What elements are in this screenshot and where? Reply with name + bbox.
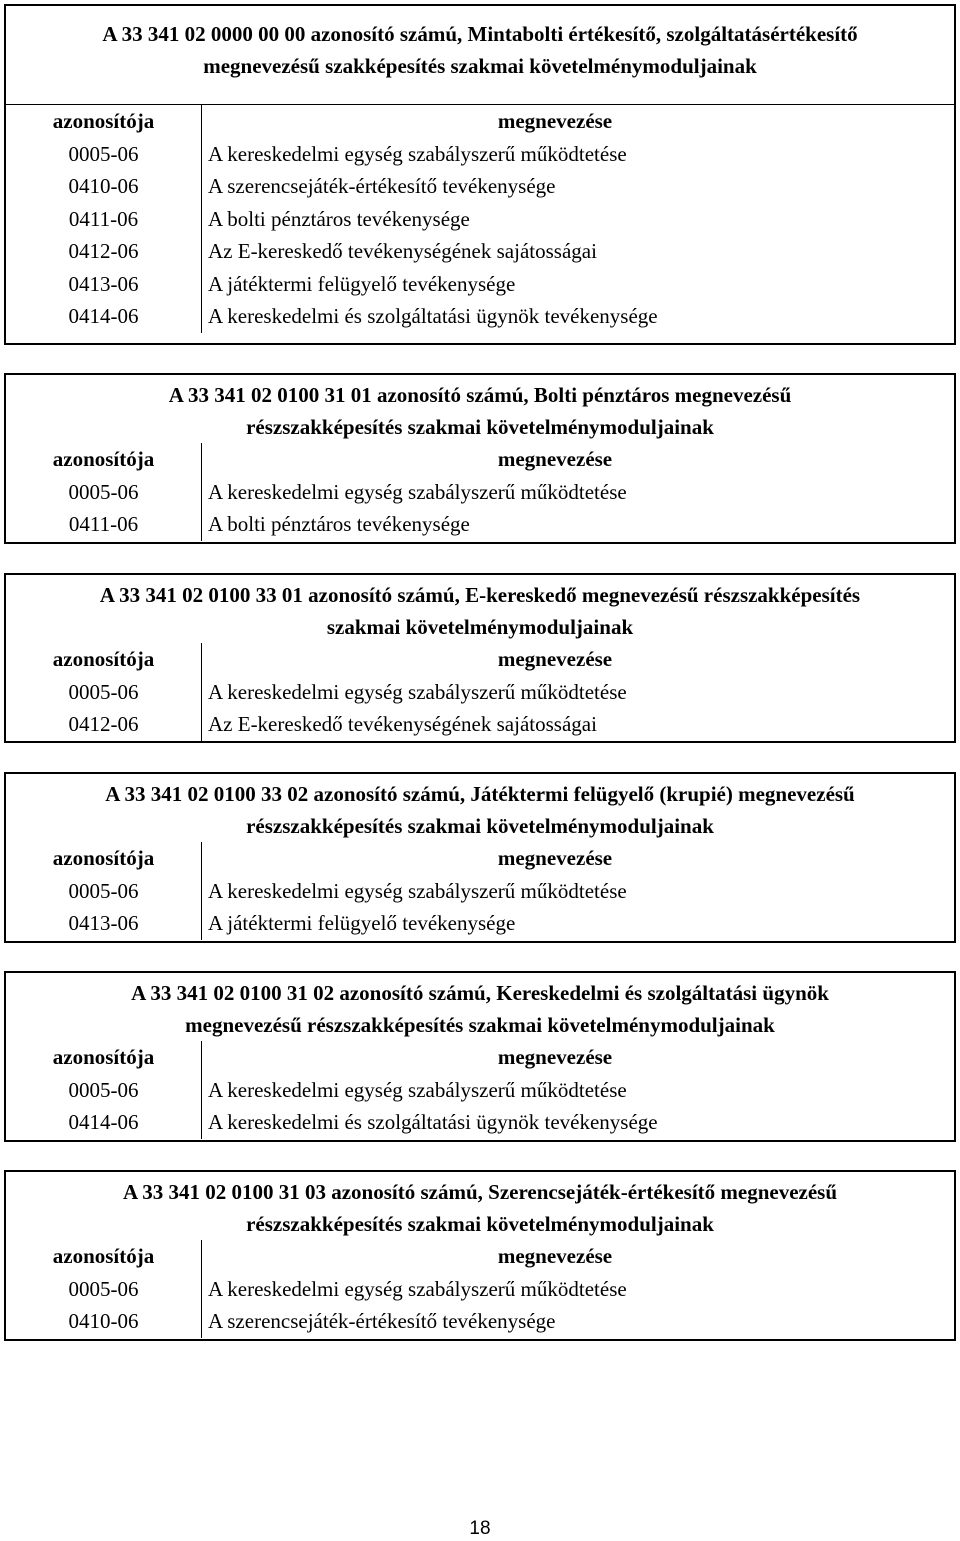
module-id: 0005-06 xyxy=(6,138,202,171)
module-name: A kereskedelmi egység szabályszerű működtetése xyxy=(208,1077,627,1102)
column-header-id: azonosítója xyxy=(6,443,202,476)
table-title xyxy=(6,375,954,443)
table-title-line: részszakképesítés szakmai követelménymoduljainak xyxy=(246,415,714,439)
column-header-name: megnevezése xyxy=(497,846,613,870)
table-row xyxy=(6,1106,954,1139)
table-row xyxy=(6,1074,954,1107)
module-name: A kereskedelmi egység szabályszerű működtetése xyxy=(208,679,627,704)
module-table xyxy=(4,4,956,345)
module-id: 0410-06 xyxy=(6,1305,202,1338)
module-name: A játéktermi felügyelő tevékenysége xyxy=(208,911,516,935)
module-name: A kereskedelmi egység szabályszerű működtetése xyxy=(208,1276,627,1301)
table-header-row xyxy=(6,842,954,875)
module-name: A kereskedelmi egység szabályszerű működtetése xyxy=(208,878,627,903)
table-row xyxy=(6,676,954,709)
table-title xyxy=(6,774,954,842)
module-id: 0413-06 xyxy=(6,907,202,940)
table-title-line: A 33 341 02 0100 33 01 azonosító számú, E-kereskedő megnevezésű részszakképesítés xyxy=(99,583,861,607)
column-header-name: megnevezése xyxy=(497,1045,613,1069)
table-title-line: A 33 341 02 0100 31 02 azonosító számú, Kereskedelmi és szolgáltatási ügynök xyxy=(131,981,829,1005)
table-title-line: részszakképesítés szakmai követelménymoduljainak xyxy=(246,814,714,838)
module-table xyxy=(4,1170,956,1341)
module-id: 0411-06 xyxy=(6,203,202,236)
column-header-id: azonosítója xyxy=(6,842,202,875)
table-title xyxy=(6,1172,954,1240)
module-id: 0410-06 xyxy=(6,170,202,203)
module-table xyxy=(4,573,956,743)
column-header-id: azonosítója xyxy=(6,1041,202,1074)
table-row xyxy=(6,138,954,171)
table-title-line: A 33 341 02 0100 31 01 azonosító számú, Bolti pénztáros megnevezésű xyxy=(168,383,792,407)
module-id: 0005-06 xyxy=(6,676,202,709)
module-table xyxy=(4,971,956,1142)
table-row xyxy=(6,170,954,203)
table-title-line: szakmai követelménymoduljainak xyxy=(326,615,634,639)
module-id: 0005-06 xyxy=(6,476,202,509)
table-row xyxy=(6,476,954,509)
table-row xyxy=(6,203,954,236)
table-header-row xyxy=(6,1240,954,1273)
table-header-row xyxy=(6,443,954,476)
table-row xyxy=(6,1305,954,1338)
module-name: A kereskedelmi egység szabályszerű működtetése xyxy=(208,479,627,504)
table-header-row xyxy=(6,643,954,676)
module-id: 0414-06 xyxy=(6,1106,202,1139)
module-name: A szerencsejáték-értékesítő tevékenysége xyxy=(208,1309,556,1333)
module-id: 0413-06 xyxy=(6,268,202,301)
table-title-line: megnevezésű részszakképesítés szakmai követelménymoduljainak xyxy=(185,1013,775,1037)
table-title-line: megnevezésű szakképesítés szakmai követelménymoduljainak xyxy=(203,54,757,78)
module-table xyxy=(4,373,956,544)
module-id: 0414-06 xyxy=(6,300,202,333)
table-row xyxy=(6,235,954,268)
table-header-row xyxy=(6,105,954,138)
module-id: 0412-06 xyxy=(6,235,202,268)
table-title xyxy=(6,575,954,643)
module-name: A bolti pénztáros tevékenysége xyxy=(208,206,470,231)
module-id: 0411-06 xyxy=(6,508,202,541)
module-name: A bolti pénztáros tevékenysége xyxy=(208,512,470,536)
module-name: A kereskedelmi és szolgáltatási ügynök tevékenysége xyxy=(208,304,658,328)
column-header-name: megnevezése xyxy=(497,1244,613,1268)
module-name: A szerencsejáték-értékesítő tevékenysége xyxy=(208,174,556,198)
table-row xyxy=(6,875,954,908)
table-row xyxy=(6,268,954,301)
column-header-name: megnevezése xyxy=(497,447,613,471)
module-table xyxy=(4,772,956,943)
table-title-line: A 33 341 02 0000 00 00 azonosító számú, Mintabolti értékesítő, szolgáltatásértékesítő xyxy=(102,22,858,46)
table-title xyxy=(6,973,954,1041)
column-header-id: azonosítója xyxy=(6,643,202,676)
table-row xyxy=(6,300,954,333)
table-title xyxy=(6,6,954,105)
page-number: 18 xyxy=(469,1518,491,1539)
table-row xyxy=(6,907,954,940)
module-name: A kereskedelmi és szolgáltatási ügynök tevékenysége xyxy=(208,1110,658,1134)
module-id: 0412-06 xyxy=(6,708,202,741)
column-header-name: megnevezése xyxy=(497,647,613,671)
module-id: 0005-06 xyxy=(6,1273,202,1306)
table-row xyxy=(6,1273,954,1306)
column-header-id: azonosítója xyxy=(6,105,202,138)
module-id: 0005-06 xyxy=(6,1074,202,1107)
module-id: 0005-06 xyxy=(6,875,202,908)
table-row xyxy=(6,708,954,741)
column-header-id: azonosítója xyxy=(6,1240,202,1273)
column-header-name: megnevezése xyxy=(497,109,613,133)
module-name: Az E-kereskedő tevékenységének sajátosságai xyxy=(208,712,597,736)
table-header-row xyxy=(6,1041,954,1074)
module-name: A játéktermi felügyelő tevékenysége xyxy=(208,271,516,296)
table-title-line: részszakképesítés szakmai követelménymoduljainak xyxy=(246,1212,714,1236)
table-row xyxy=(6,508,954,541)
module-name: A kereskedelmi egység szabályszerű működtetése xyxy=(208,141,627,166)
table-title-line: A 33 341 02 0100 33 02 azonosító számú, Játéktermi felügyelő (krupié) megnevezésű xyxy=(105,782,855,806)
module-name: Az E-kereskedő tevékenységének sajátosságai xyxy=(208,239,597,263)
table-title-line: A 33 341 02 0100 31 03 azonosító számú, Szerencsejáték-értékesítő megnevezésű xyxy=(122,1180,838,1204)
